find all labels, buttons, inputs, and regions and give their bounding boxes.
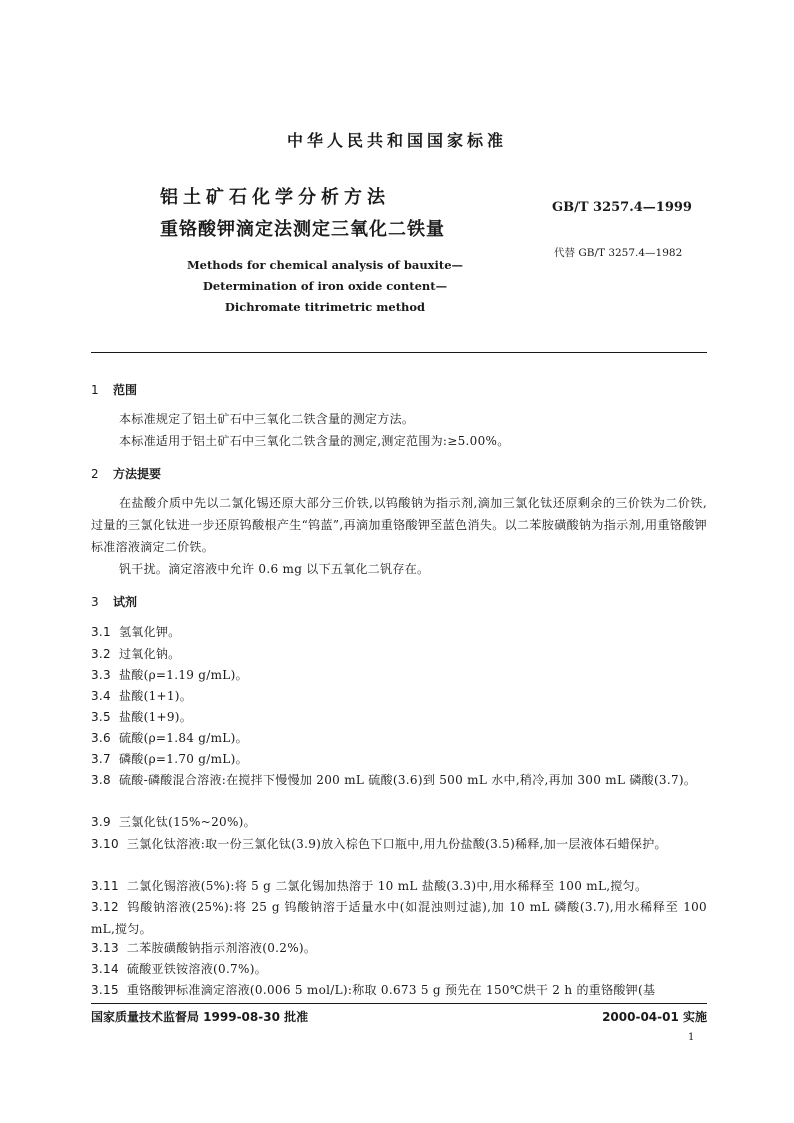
paragraph: 钒干扰。滴定溶液中允许 0.6 mg 以下五氧化二钒存在。 [119,562,430,576]
section-number: 1 [91,383,99,397]
item-number: 3.7 [91,752,111,766]
section-heading-scope [91,381,137,398]
implementation-date: 2000-04-01 实施 [602,1010,707,1024]
item-number: 3.6 [91,731,111,745]
section-number: 2 [91,467,99,481]
item-text: 盐酸(ρ=1.19 g/mL)。 [118,668,248,682]
english-title-line: Dichromate titrimetric method [224,300,426,314]
reagent-item [91,896,707,940]
item-text: 盐酸(1+1)。 [118,689,193,703]
item-number: 3.3 [91,668,111,682]
paragraph: 本标准规定了铝土矿石中三氧化二铁含量的测定方法。 [119,412,415,426]
item-text: 硫酸(ρ=1.84 g/mL)。 [118,731,248,745]
reagent-item [91,937,707,959]
reagent-item [91,706,707,728]
item-number: 3.11 [91,879,119,893]
page-number: 1 [688,1032,695,1043]
reagent-item [91,833,707,855]
item-text: 重铬酸钾标准滴定溶液(0.006 5 mol/L):称取 0.673 5 g 预先在 150℃烘干 2 h 的重铬酸钾(基 [126,983,656,997]
approval-statement: 国家质量技术监督局 1999-08-30 批准 [91,1010,309,1024]
reagent-item [91,643,707,665]
item-number: 3.10 [91,837,119,851]
item-text: 三氯化钛溶液:取一份三氯化钛(3.9)放入棕色下口瓶中,用九份盐酸(3.5)稀释,加一层液体石蜡保护。 [126,837,667,851]
item-number: 3.15 [91,983,119,997]
paragraph: 在盐酸介质中先以二氯化锡还原大部分三价铁,以钨酸钠为指示剂,滴加三氯化钛还原剩余的三价铁为二价铁,过量的三氯化钛进一步还原钨酸根产生“钨蓝”,再滴加重铬酸钾至蓝色消失。以二苯胺磺酸钠为指示剂,用重铬酸钾标准溶液滴定二价铁。 [91,496,707,554]
section-title: 方法提要 [113,467,162,481]
item-number: 3.2 [91,647,111,661]
reagent-item [91,685,707,707]
section-title: 试剂 [113,595,138,609]
item-number: 3.5 [91,710,111,724]
document-title-line1: 铝土矿石化学分析方法 [160,187,390,208]
reagent-item [91,979,707,1001]
item-text: 盐酸(1+9)。 [118,710,193,724]
item-text: 二苯胺磺酸钠指示剂溶液(0.2%)。 [126,941,317,955]
item-text: 过氧化钠。 [118,647,181,661]
item-number: 3.14 [91,962,119,976]
reagent-item [91,811,707,833]
item-text: 二氯化锡溶液(5%):将 5 g 二氯化锡加热溶于 10 mL 盐酸(3.3)中,用水稀释至 100 mL,搅匀。 [126,879,648,893]
item-number: 3.4 [91,689,111,703]
section-heading-method [91,465,161,482]
item-number: 3.1 [91,625,111,639]
item-text: 氢氧化钾。 [118,625,181,639]
reagent-item [91,664,707,686]
item-text: 钨酸钠溶液(25%):将 25 g 钨酸钠溶于适量水中(如混浊则过滤),加 10 mL 磷酸(3.7),用水稀释至 100 mL,搅匀。 [91,900,707,936]
footer-divider [91,1003,707,1004]
reagent-item [91,769,707,791]
item-number: 3.9 [91,815,111,829]
english-title-line: Determination of iron oxide content— [202,279,448,293]
item-text: 三氯化钛(15%~20%)。 [118,815,256,829]
item-text: 硫酸亚铁铵溶液(0.7%)。 [126,962,267,976]
standard-code: GB/T 3257.4—1999 [552,200,692,215]
item-text: 硫酸-磷酸混合溶液:在搅拌下慢慢加 200 mL 硫酸(3.6)到 500 mL 水中,稍冷,再加 300 mL 磷酸(3.7)。 [118,773,697,787]
reagent-item [91,875,707,897]
section-heading-reagents [91,593,137,610]
item-number: 3.8 [91,773,111,787]
national-standard-heading: 中华人民共和国国家标准 [286,131,507,150]
section-number: 3 [91,595,99,609]
item-number: 3.13 [91,941,119,955]
item-number: 3.12 [91,900,119,914]
reagent-item [91,958,707,980]
section-title: 范围 [113,383,138,397]
header-divider [91,352,707,353]
paragraph: 本标准适用于铝土矿石中三氧化二铁含量的测定,测定范围为:≥5.00%。 [119,434,510,448]
reagent-item [91,748,707,770]
reagent-item [91,621,707,643]
item-text: 磷酸(ρ=1.70 g/mL)。 [118,752,248,766]
reagent-item [91,727,707,749]
replaces-standard: 代替 GB/T 3257.4—1982 [554,247,683,259]
document-title-line2: 重铬酸钾滴定法测定三氧化二铁量 [160,219,445,240]
english-title-line: Methods for chemical analysis of bauxite— [186,258,464,272]
